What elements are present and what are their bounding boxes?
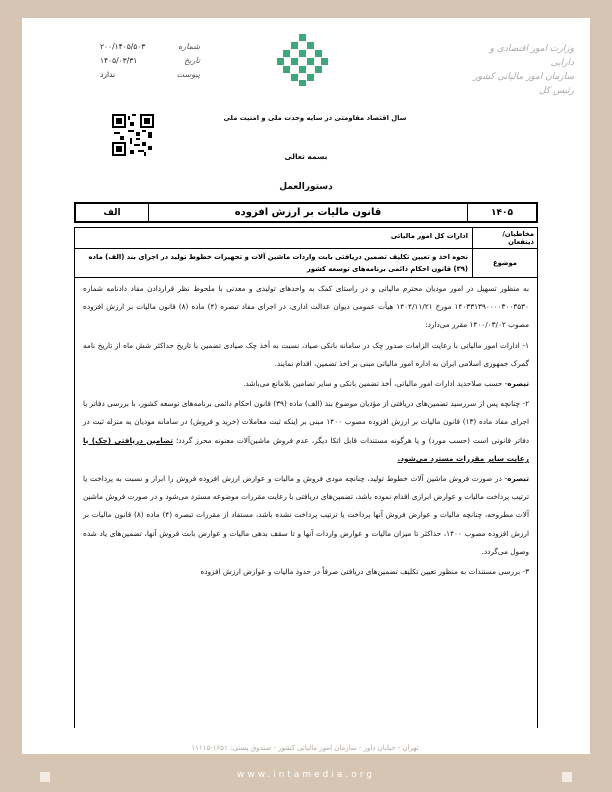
note-1-paragraph xyxy=(83,375,529,393)
item-3-paragraph: ۳- بررسی مستندات به منظور تعیین تکلیف تضمین‌های دریافتی صرفاً در حدود مالیات و عوارض ارزش افزوده xyxy=(200,567,529,577)
letter-attachment-row xyxy=(100,68,200,82)
letter-number-row xyxy=(100,40,200,54)
number-label: شماره xyxy=(178,42,200,51)
letter-date-row xyxy=(100,54,200,68)
year-slogan: سال اقتصاد مقاومتی در سایه وحدت ملی و امنیت ملی xyxy=(223,114,407,122)
intro-paragraph: به منظور تسهیل در امور مودیان محترم مالیاتی و در راستای کمک به واحدهای تولیدی و معدنی با ملحوظ نظر قراردادن مفاد دادنامه شماره ۱۴۰۳۳۱۳۹۰۰۰۰۳۰۰۳۵۳۰ مورخ ۱۴۰۴/۱۱/۲۱ هیأت عمومی دیوان عدالت اداری، در اجرای مفاد تبصره (۴) ماده (۸) قانون مالیات بر ارزش افزوده مصوب ۱۴۰۰/۰۳/۰۲ مقرر می‌دارد: xyxy=(83,284,529,330)
directive-body xyxy=(74,278,538,728)
footer-website: www.intamedia.org xyxy=(236,770,376,780)
date-value: ۱۴۰۵/۰۳/۳۱ xyxy=(100,56,138,65)
directive-number: ۱۴۰۵ xyxy=(467,204,536,221)
subject-row xyxy=(75,249,537,277)
item-2-text: ۲- چنانچه پس از سررسید تضمین‌های دریافتی از مؤدیان موضوع بند (الف) ماده (۳۹) قانون احکام دائمی برنامه‌های توسعه کشور، با بررسی دفاتر یا اجرای مفاد ماده (۱۳) قانون مالیات بر ارزش افزوده مصوب ۱۴۰۰ مبنی بر اینکه ثبت معاملات (خرید و فروش) در سامانه مودیان به منزله ثبت در دفاتر قانونی است (حسب مورد) و یا هرگونه مستندات قابل اتکا دیگر، عدم فروش ماشین‌آلات معنونه محرز گردد؛ xyxy=(83,399,530,445)
ministry-line-3: رئیس کل xyxy=(538,86,574,96)
ministry-letterhead xyxy=(464,42,574,98)
attachment-label: پیوست xyxy=(176,70,200,79)
item-1-paragraph: ۱- ادارات امور مالیاتی با رعایت الزامات صدور چک در سامانه بانکی صیاد، نسبت به أخذ چک صیادی تضمین با تاریخ حداکثر شش ماه از تاریخ نامه گمرک جمهوری اسلامی ایران به اداره امور مالیاتی مبنی بر اخذ تضمین، اقدام نمایند. xyxy=(83,340,529,368)
item-2-paragraph xyxy=(83,395,529,468)
footer-bar xyxy=(0,764,612,792)
directive-header-table xyxy=(74,202,538,223)
directive-law-title: قانون مالیات بر ارزش افزوده xyxy=(148,204,467,221)
note-1-text: - حسب صلاحدید ادارات امور مالیاتی، أخذ تضمین بانکی و سایر تضامین بلامانع می‌باشد. xyxy=(243,379,508,389)
footer-address: تهران - خیابان داور - سازمان امور مالیاتی کشور - صندوق پستی: ۱۶۵۱-۱۱۱۱۵ xyxy=(191,744,419,752)
note-2-text: - در صورت فروش ماشین آلات خطوط تولید، چنانچه مودی فروش و مالیات و عوارض ارزش افزوده فروش را ابراز و نسبت به پرداخت یا ترتیب پرداخت مالیات و عوارض ابرازی اقدام نموده باشد، تضمین‌های دریافتی با رعایت مقررات موضوعه مسترد می‌شود و در صورت فروش ماشین آلات مطروحه، چنانچه مالیات و عوارض فروش آنها پرداخت یا ترتیب پرداخت نشده باشد، مستفاد از مقررات تبصره (۴) ماده (۸) قانون مالیات بر ارزش افزوده مصوب ۱۴۰۰، حداکثر تا میزان مالیات و عوارض واردات آنها و تا سقف بدهی مالیات و عوارض بابت فروش آنها، تضمین‌های یاد شده وصول می‌گردد. xyxy=(83,474,529,556)
number-value: ۲۰۰/۱۴۰۵/۵۰۳ xyxy=(100,42,146,51)
attachment-value: ندارد xyxy=(100,70,116,79)
subject-value: نحوه اخذ و تعیین تکلیف تضمین دریافتی بابت واردات ماشین آلات و تجهیزات خطوط تولید در اجرای بند (الف) ماده (۳۹) قانون احکام دائمی برنامه‌های توسعه کشور xyxy=(88,253,468,273)
note-1-label: تبصره xyxy=(507,379,529,389)
basmala: بسمه تعالی xyxy=(284,152,328,161)
footer-square-right-icon xyxy=(562,772,572,782)
recipients-value: ادارات کل امور مالیاتی xyxy=(390,232,468,240)
directive-code: الف xyxy=(103,207,121,218)
document-type-title: دستورالعمل xyxy=(279,182,333,192)
ministry-line-1: وزارت امور اقتصادی و دارایی xyxy=(489,44,574,68)
qr-code-icon xyxy=(112,114,154,156)
recipients-label: مخاطبان/ ذینفعان xyxy=(472,228,537,248)
subject-label: موضوع xyxy=(472,249,537,277)
note-2-label: تبصره xyxy=(507,474,529,484)
item-2-emphasis: تضامین دریافتی (چک) با رعایت سایر مقررات مسترد می‌شود. xyxy=(83,435,529,463)
date-label: تاریخ xyxy=(184,56,200,65)
note-2-paragraph xyxy=(83,470,529,561)
letter-meta xyxy=(100,40,200,82)
ministry-line-2: سازمان امور مالیاتی کشور xyxy=(473,72,574,82)
directive-info-table xyxy=(74,227,538,278)
tax-organization-logo-icon xyxy=(275,32,330,87)
recipients-row xyxy=(75,228,537,249)
